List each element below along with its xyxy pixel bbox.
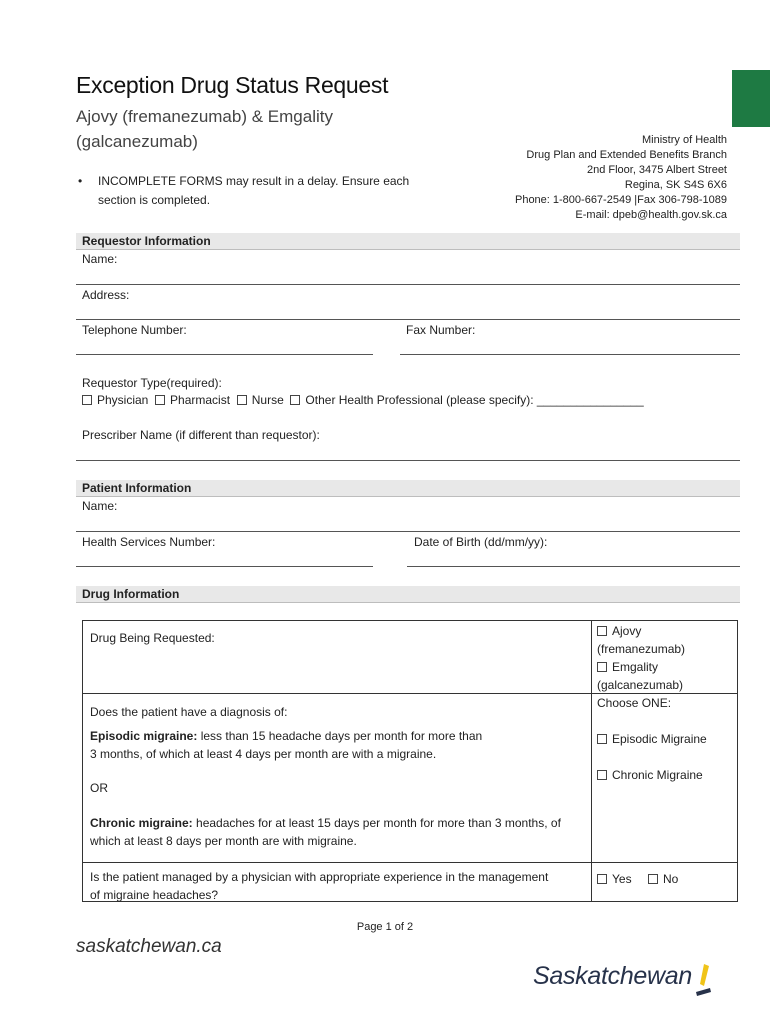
chronic-migraine-option[interactable]: Chronic Migraine — [597, 766, 703, 784]
telephone-label: Telephone Number: — [82, 323, 187, 337]
checkbox-icon[interactable] — [648, 874, 658, 884]
chronic-text: headaches for at least 15 days per month for more than 3 months, of — [192, 816, 561, 830]
ajovy-option[interactable]: Ajovy — [597, 622, 685, 640]
ministry-line: 2nd Floor, 3475 Albert Street — [586, 164, 727, 176]
chronic-term: Chronic migraine: — [90, 816, 193, 830]
date-of-birth-label: Date of Birth (dd/mm/yy): — [414, 535, 548, 549]
checkbox-icon[interactable] — [597, 770, 607, 780]
ministry-address-block — [515, 133, 727, 223]
drug-options — [597, 622, 685, 694]
yes-option[interactable]: Yes — [597, 870, 632, 888]
patient-section-header — [76, 480, 740, 497]
address-field[interactable] — [76, 319, 740, 320]
episodic-definition — [90, 727, 585, 763]
notice-text: INCOMPLETE FORMS may result in a delay. Ensure each section is completed. — [98, 174, 410, 207]
drug-information-table — [82, 620, 738, 902]
checkbox-icon[interactable] — [237, 395, 247, 405]
ministry-line: Ministry of Health — [642, 134, 727, 146]
green-corner-tab — [732, 70, 770, 127]
checkbox-icon[interactable] — [597, 662, 607, 672]
requestor-name-label: Name: — [82, 252, 118, 266]
date-of-birth-field[interactable] — [407, 566, 740, 567]
diagnosis-question: Does the patient have a diagnosis of: — [90, 705, 288, 719]
checkbox-icon[interactable] — [597, 874, 607, 884]
episodic-text: 3 months, of which at least 4 days per month are with a migraine. — [90, 747, 437, 761]
choose-one-label: Choose ONE: — [597, 696, 672, 710]
health-services-number-field[interactable] — [76, 566, 373, 567]
checkbox-icon[interactable] — [155, 395, 165, 405]
prescriber-name-field[interactable] — [76, 460, 740, 461]
subtitle-line: (galcanezumab) — [76, 132, 198, 151]
section-heading: Drug Information — [82, 587, 180, 601]
question-text: Is the patient managed by a physician with appropriate experience in the management — [90, 870, 549, 884]
ministry-line: Drug Plan and Extended Benefits Branch — [526, 149, 727, 161]
fax-field[interactable] — [400, 354, 740, 355]
address-label: Address: — [82, 288, 130, 302]
drug-requested-label: Drug Being Requested: — [90, 631, 215, 645]
prescriber-name-label: Prescriber Name (if different than requestor): — [82, 428, 320, 442]
or-label: OR — [90, 781, 108, 795]
subtitle-line: Ajovy (fremanezumab) & Emgality — [76, 107, 333, 126]
incomplete-forms-notice — [76, 172, 436, 210]
question-text: of migraine headaches? — [90, 888, 219, 902]
fax-label: Fax Number: — [406, 323, 476, 337]
website-link[interactable]: saskatchewan.ca — [76, 936, 222, 957]
page-number: Page 1 of 2 — [356, 921, 414, 933]
emgality-generic: (galcanezumab) — [597, 678, 684, 692]
wheat-logo-icon — [692, 962, 714, 998]
page-title: Exception Drug Status Request — [76, 72, 389, 98]
episodic-term: Episodic migraine: — [90, 729, 198, 743]
patient-name-field[interactable] — [76, 531, 740, 532]
patient-name-label: Name: — [82, 499, 118, 513]
ministry-line: Phone: 1-800-667-2549 |Fax 306-798-1089 — [514, 194, 727, 206]
table-divider — [83, 862, 737, 863]
checkbox-icon[interactable] — [597, 734, 607, 744]
chronic-text: which at least 8 days per month are with migraine. — [90, 834, 357, 848]
page-subtitle — [76, 104, 406, 154]
checkbox-icon[interactable] — [290, 395, 300, 405]
episodic-text: less than 15 headache days per month for more than — [197, 729, 483, 743]
no-option[interactable]: No — [648, 870, 678, 888]
episodic-migraine-option[interactable]: Episodic Migraine — [597, 730, 707, 748]
telephone-field[interactable] — [76, 354, 373, 355]
checkbox-icon[interactable] — [82, 395, 92, 405]
pharmacist-option[interactable]: Pharmacist — [155, 393, 230, 407]
bullet-icon: • — [78, 174, 83, 188]
drug-section-header — [76, 586, 740, 603]
nurse-option[interactable]: Nurse — [237, 393, 284, 407]
physician-option[interactable]: Physician — [82, 393, 148, 407]
section-heading: Requestor Information — [82, 234, 211, 248]
section-heading: Patient Information — [82, 481, 192, 495]
other-professional-option[interactable]: Other Health Professional (please specify): ________________ — [290, 393, 643, 407]
requestor-section-header — [76, 233, 740, 250]
emgality-option[interactable]: Emgality — [597, 658, 685, 676]
saskatchewan-logo-text: Saskatchewan — [533, 962, 692, 990]
chronic-definition — [90, 814, 590, 850]
requestor-name-field[interactable] — [76, 284, 740, 285]
table-divider — [591, 621, 592, 901]
requestor-type-options — [82, 393, 644, 407]
ajovy-generic: (fremanezumab) — [597, 642, 686, 656]
ministry-line: E-mail: dpeb@health.gov.sk.ca — [575, 209, 727, 221]
physician-experience-question — [90, 868, 590, 904]
checkbox-icon[interactable] — [597, 626, 607, 636]
health-services-number-label: Health Services Number: — [82, 535, 216, 549]
requestor-type-label: Requestor Type(required): — [82, 376, 222, 390]
ministry-line: Regina, SK S4S 6X6 — [624, 179, 727, 191]
